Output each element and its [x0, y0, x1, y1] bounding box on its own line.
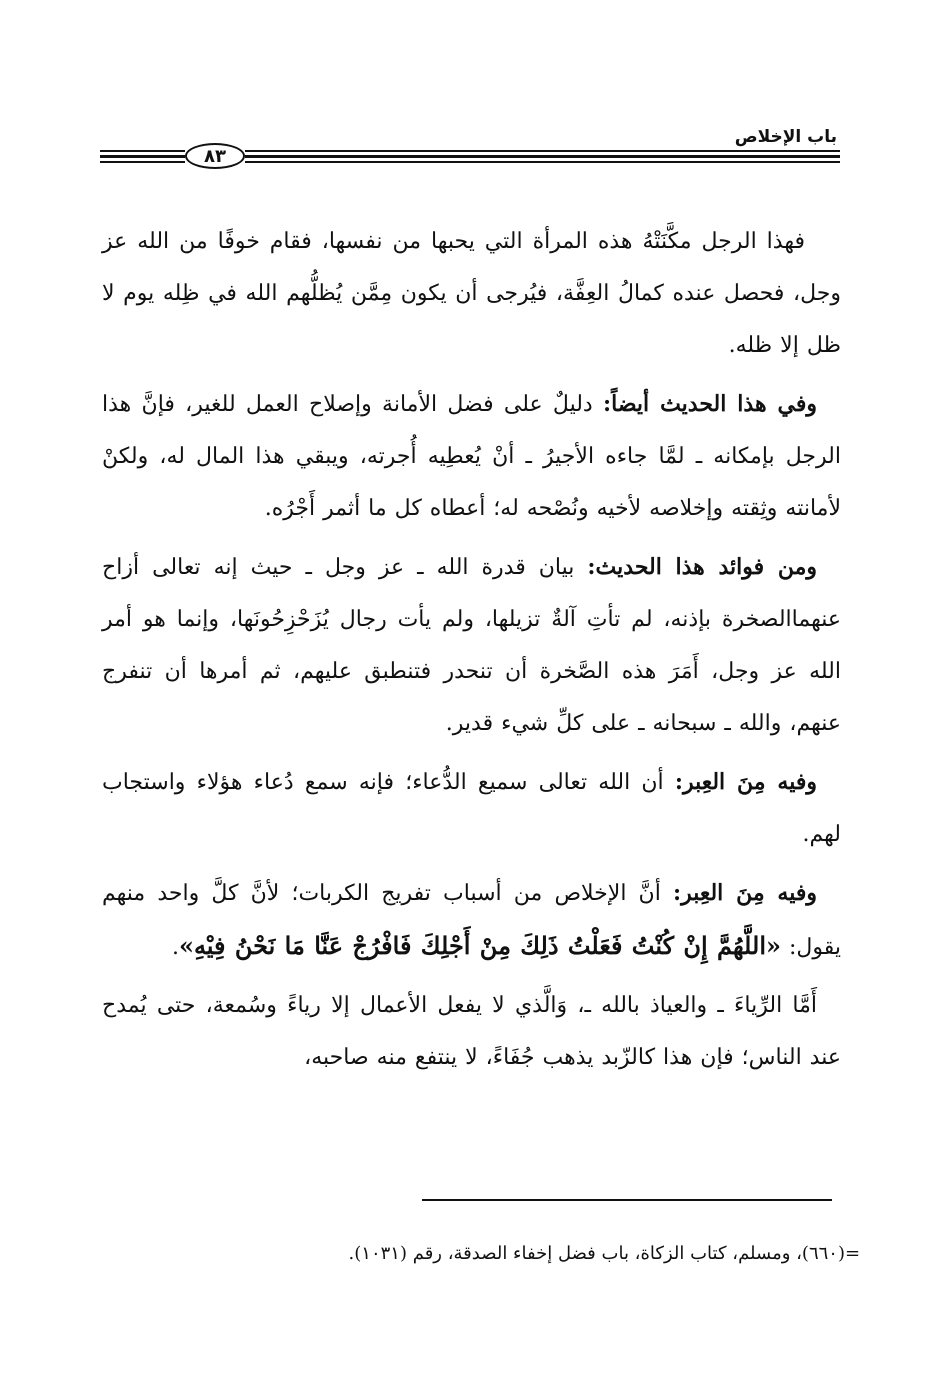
body-text — [102, 216, 841, 1090]
paragraph — [102, 541, 841, 750]
paragraph — [102, 980, 841, 1084]
paragraph-tail: . — [171, 935, 179, 960]
paragraph-text: بيان قدرة الله ـ عز وجل ـ حيث إنه تعالى أزاح عنهماالصخرة بإذنه، لم تأتِ آلةٌ تزيلها، ولم يأت رجال يُزَحْزِحُونَها، وإنما هو أمر الله عز وجل، أَمَرَ هذه الصَّخرة أن تنحدر فتنطبق عليهم، ثم أمرها أن تنفرج عنهم، والله ـ سبحانه ـ على كلِّ شيء قدير. — [102, 555, 841, 736]
paragraph — [102, 378, 841, 535]
paragraph-text: أنَّ الإخلاص من أسباب تفريج الكربات؛ لأنَّ كلَّ واحد منهم يقول: — [102, 881, 841, 960]
header-rule-left — [100, 150, 185, 164]
footnote-continuation-mark: = — [845, 1243, 861, 1264]
header-rule-right — [245, 150, 840, 164]
paragraph-text: فهذا الرجل مكَّنَتْهُ هذه المرأة التي يحبها من نفسها، فقام خوفًا من الله عز وجل، فحصل عنده كمالُ العِفَّة، فيُرجى أن يكون مِمَّن يُظلُّهم الله في ظِله يوم لا ظل إلا ظله. — [102, 229, 841, 358]
paragraph-lead: وفي هذا الحديث أيضاً: — [603, 391, 817, 417]
paragraph — [102, 867, 841, 974]
footnote-text: (٦٦٠)، ومسلم، كتاب الزكاة، باب فضل إخفاء الصدقة، رقم (١٠٣١). — [348, 1243, 845, 1264]
chapter-title: باب الإخلاص — [734, 127, 837, 147]
paragraph-text: دليلٌ على فضل الأمانة وإصلاح العمل للغير، فإنَّ هذا الرجل بإمكانه ـ لمَّا جاءه الأجيرُ ـ أنْ يُعطِيه أُجرته، ويبقي هذا المال له، ولكنْ لأمانته وثِقته وإخلاصه لأخيه ونُصْحه له؛ أعطاه كل ما أثمر أَجْرُه. — [102, 392, 841, 521]
hadith-quote: «اللَّهُمَّ إِنْ كُنْتُ فَعَلْتُ ذَلِكَ مِنْ أَجْلِكَ فَافْرُجْ عَنَّا مَا نَحْنُ فِيْهِ» — [178, 931, 781, 960]
paragraph-lead: وفيه مِنَ العِبر: — [674, 769, 817, 795]
header-rule — [100, 143, 840, 169]
footnote-rule — [422, 1199, 832, 1201]
paragraph — [102, 216, 841, 372]
paragraph-lead: وفيه مِنَ العِبر: — [672, 880, 817, 906]
paragraph-text: أن الله تعالى سميع الدُّعاء؛ فإنه سمع دُعاء هؤلاء واستجاب لهم. — [102, 770, 841, 847]
page-number: ٨٣ — [185, 143, 245, 169]
paragraph-text: أَمَّا الرِّياءَ ـ والعياذ بالله ـ، وَالَّذي لا يفعل الأعمال إلا رياءً وسُمعة، حتى يُمدح عند الناس؛ فإن هذا كالزّبد يذهب جُفَاءً، لا ينتفع منه صاحبه، — [102, 993, 841, 1070]
paragraph-lead: ومن فوائد هذا الحديث: — [587, 554, 817, 580]
paragraph — [102, 756, 841, 861]
